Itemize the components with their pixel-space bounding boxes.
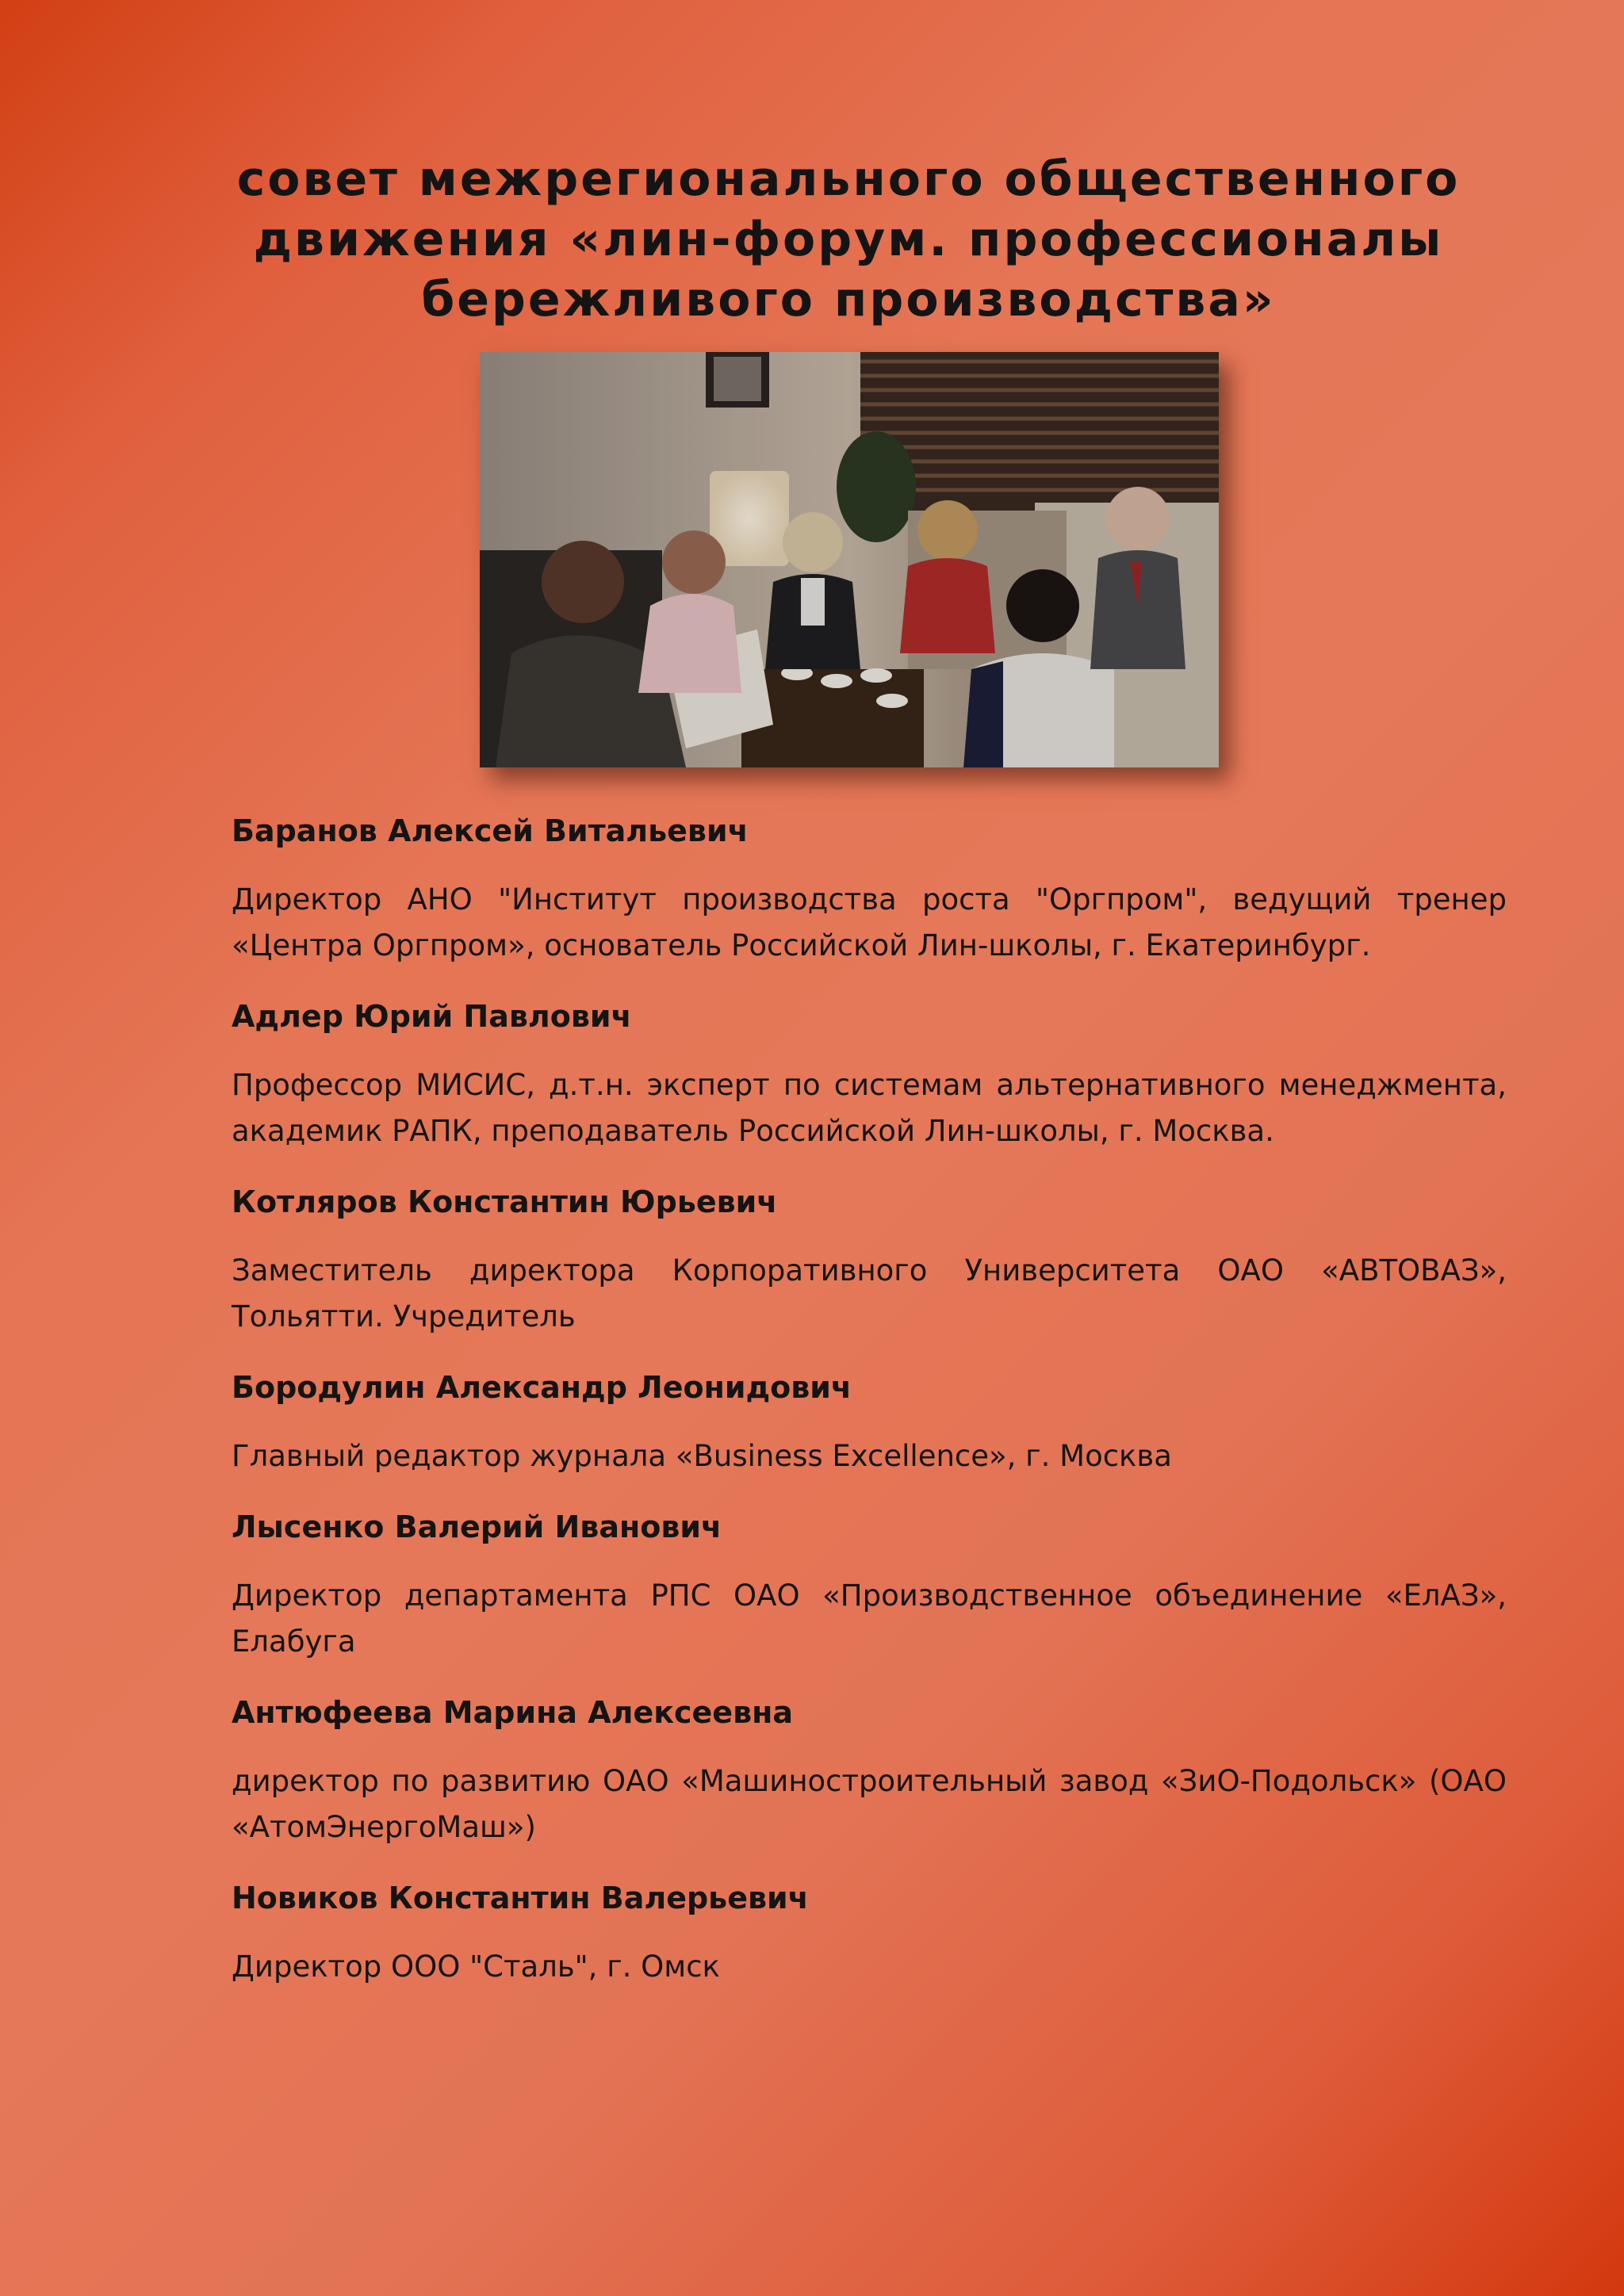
member-name: Адлер Юрий Павлович (232, 999, 632, 1034)
member-entry (232, 1180, 1507, 1340)
member-entry (232, 1365, 1507, 1479)
meeting-photo (480, 352, 1219, 767)
meeting-photo-illustration (480, 352, 1219, 767)
member-name: Антюфеева Марина Алексеевна (232, 1695, 794, 1730)
member-entry (232, 994, 1507, 1154)
member-description: Заместитель директора Корпоративного Университета ОАО «АВТОВАЗ», Тольятти. Учредитель (232, 1253, 1507, 1334)
member-name: Новиков Константин Валерьевич (232, 1881, 809, 1915)
member-description: Главный редактор журнала «Business Excellence», г. Москва (232, 1439, 1172, 1473)
member-name: Баранов Алексей Витальевич (232, 813, 749, 848)
page-title: совет межрегионального общественного движения «лин-форум. профессионалы бережливого производства» (236, 151, 1461, 327)
member-description: Директор департамента РПС ОАО «Производственное объединение «ЕлАЗ», Елабуга (232, 1578, 1507, 1659)
member-name: Лысенко Валерий Иванович (232, 1510, 722, 1544)
member-description: директор по развитию ОАО «Машиностроительный завод «ЗиО-Подольск» (ОАО «АтомЭнергоМаш») (232, 1764, 1507, 1844)
member-description: Профессор МИСИС, д.т.н. эксперт по системам альтернативного менеджмента, академик РАПК, преподаватель Российской Лин-школы, г. Москва. (232, 1068, 1507, 1148)
member-entry (232, 1505, 1507, 1665)
member-name: Котляров Константин Юрьевич (232, 1184, 778, 1219)
member-description: Директор АНО "Институт производства роста "Оргпром", ведущий тренер «Центра Оргпром», основатель Российской Лин-школы, г. Екатеринбург. (232, 882, 1507, 962)
member-entry (232, 809, 1507, 969)
member-entry (232, 1690, 1507, 1850)
member-name: Бородулин Александр Леонидович (232, 1370, 852, 1405)
council-members-list (232, 809, 1507, 2015)
member-description: Директор ООО "Сталь", г. Омск (232, 1950, 720, 1984)
member-entry (232, 1876, 1507, 1990)
